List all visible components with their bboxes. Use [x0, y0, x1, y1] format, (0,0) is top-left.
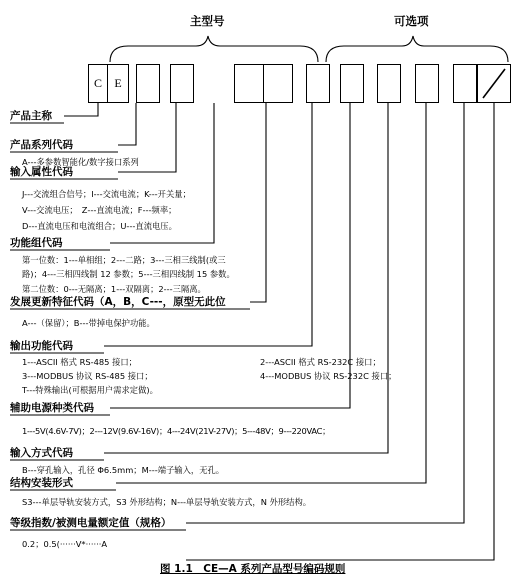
section-title-grade: 等级指数/被测电量额定值（规格）: [10, 517, 172, 529]
output-line-2b: 4---MODBUS 协议 RS-232C 接口；: [260, 371, 397, 381]
code-box-aux-power: [377, 64, 401, 103]
main-model-label: 主型号: [190, 14, 225, 28]
series-line-1: A---多参数智能化/数字接口系列: [22, 157, 139, 167]
connector-grade: [186, 103, 464, 523]
connector-last: [186, 103, 494, 560]
code-box-series: [136, 64, 160, 103]
output-line-3: T---特殊输出(可根据用户需求定做)。: [22, 385, 158, 395]
section-title-aux-power: 辅助电源种类代码: [10, 402, 94, 414]
main-model-brace: [110, 36, 318, 62]
figure-caption: 图 1.1 CE—A 系列产品型号编码规则: [160, 563, 346, 575]
section-title-output: 输出功能代码: [10, 340, 73, 352]
input-line-3: D---直流电压和电流组合；U---直流电压。: [22, 221, 177, 231]
optional-label: 可选项: [394, 14, 429, 28]
code-box-input: [170, 64, 194, 103]
input-mode-line-1: B---穿孔输入，孔径 Φ6.5mm；M---端子输入，无孔。: [22, 465, 225, 475]
function-line-1: 第一位数：1---单相组；2---二路；3---三相三线制(或三: [22, 255, 226, 265]
output-line-2a: 3---MODBUS 协议 RS-485 接口；: [22, 371, 153, 381]
connector-update: [250, 103, 266, 302]
section-title-product-name: 产品主称: [10, 110, 52, 122]
code-box-e: E: [107, 64, 129, 103]
code-box-grade: [477, 64, 511, 103]
input-line-2: V---交流电压； Z---直流电流；F---频率；: [22, 205, 177, 215]
structure-line-1: S3---单层导轨安装方式，S3 外形结构；N---单层导轨安装方式，N 外形结构。: [22, 497, 312, 507]
section-title-structure: 结构安装形式: [10, 477, 73, 489]
code-box-update: [306, 64, 330, 103]
aux-power-line-1: 1---5V(4.6V-7V)；2---12V(9.6V-16V)；4---24V(21V-27V)；5---48V；9---220VAC；: [22, 426, 331, 436]
code-box-input-mode: [415, 64, 439, 103]
section-title-input: 输入属性代码: [10, 166, 73, 178]
output-line-1b: 2---ASCII 格式 RS-232C 接口；: [260, 357, 381, 367]
code-box-c: C: [88, 64, 108, 103]
connector-product-name: [64, 103, 98, 116]
slash-icon: [478, 65, 510, 102]
code-box-output: [340, 64, 364, 103]
section-title-input-mode: 输入方式代码: [10, 447, 73, 459]
function-line-3: 第二位数：0---无隔离；1---双隔离；2---三隔离。: [22, 284, 206, 294]
optional-brace: [326, 36, 508, 62]
code-box-function-1: [234, 64, 264, 103]
section-title-series: 产品系列代码: [10, 139, 73, 151]
code-box-function-2: [263, 64, 293, 103]
section-title-function: 功能组代码: [10, 237, 63, 249]
section-title-update: 发展更新特征代码（A，B，C---，原型无此位: [10, 296, 226, 308]
function-line-2: 路)；4---三相四线制 12 参数；5---三相四线制 15 参数。: [22, 269, 235, 279]
input-line-1: J---交流组合信号；I---交流电流；K---开关量；: [22, 189, 191, 199]
update-line-1: A---（保留）；B---带掉电保护功能。: [22, 318, 155, 328]
grade-line-1: 0.2；0.5(······V*······A: [22, 539, 108, 549]
output-line-1a: 1---ASCII 格式 RS-485 接口；: [22, 357, 137, 367]
code-box-structure: [453, 64, 477, 103]
connector-series: [118, 103, 136, 145]
